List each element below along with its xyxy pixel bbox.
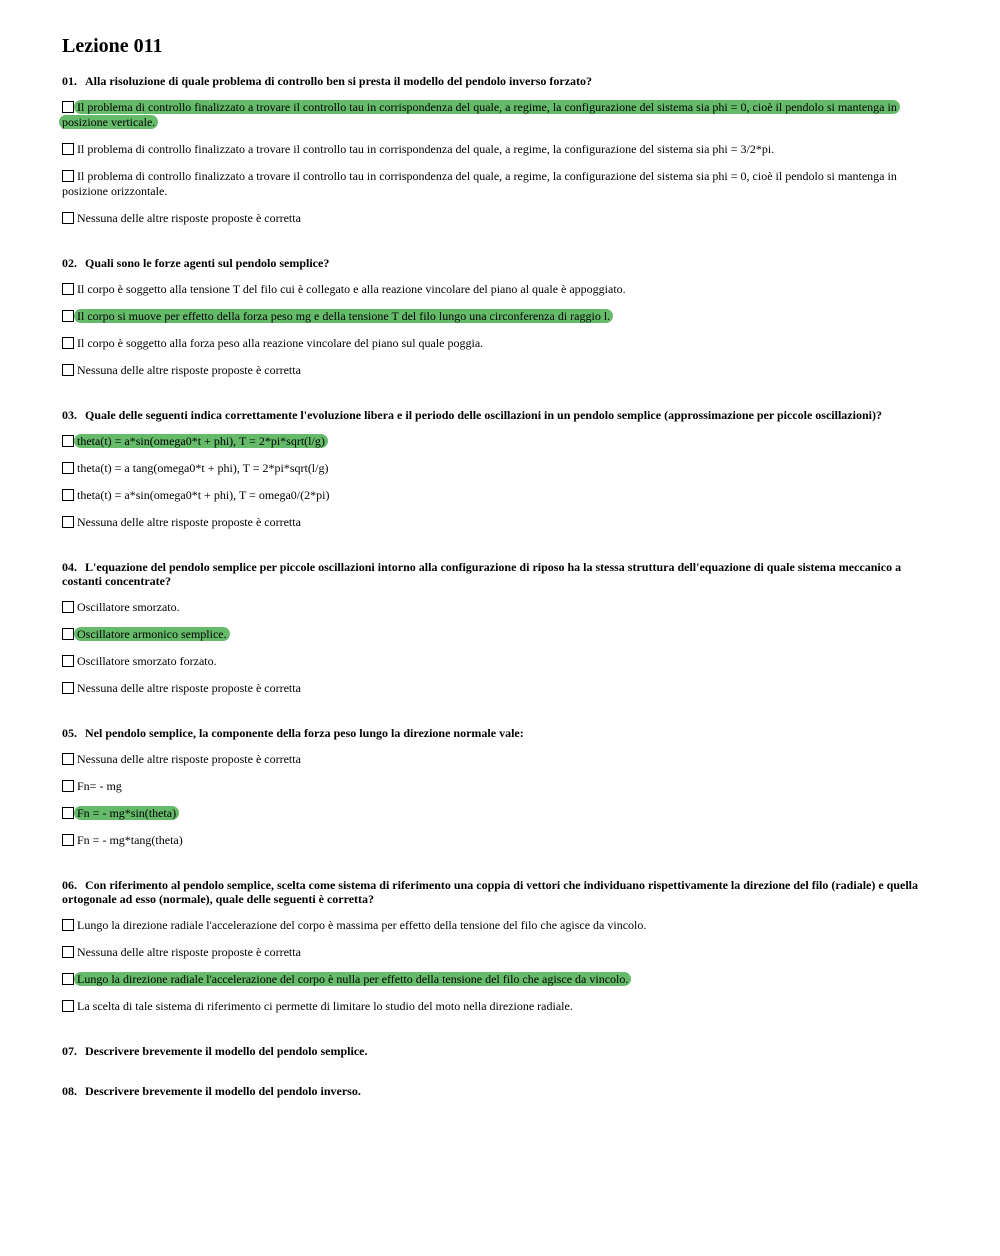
checkbox[interactable] bbox=[62, 283, 74, 295]
answer-text-highlighted: Lungo la direzione radiale l'accelerazione del corpo è nulla per effetto della tensione del filo che agisce da vincolo. bbox=[74, 972, 631, 986]
answer-option[interactable] bbox=[62, 806, 938, 821]
answer-text: Nessuna delle altre risposte proposte è corretta bbox=[77, 363, 301, 377]
answer-option[interactable] bbox=[62, 972, 938, 987]
question-text: Quali sono le forze agenti sul pendolo semplice? bbox=[85, 256, 330, 270]
checkbox[interactable] bbox=[62, 101, 74, 113]
question-number: 02. bbox=[62, 256, 77, 270]
checkbox[interactable] bbox=[62, 780, 74, 792]
checkbox[interactable] bbox=[62, 946, 74, 958]
question-heading bbox=[62, 1084, 938, 1098]
answer-text: Il corpo è soggetto alla tensione T del filo cui è collegato e alla reazione vincolare del piano al quale è appoggiato. bbox=[77, 282, 626, 296]
answer-text-highlighted: Il problema di controllo finalizzato a trovare il controllo tau in corrispondenza del quale, a regime, la configurazione del sistema sia phi = 0, cioè il pendolo si mantenga in posizione verticale. bbox=[59, 100, 900, 129]
answer-option[interactable] bbox=[62, 918, 938, 933]
question-number: 06. bbox=[62, 878, 77, 892]
answer-text: Fn= - mg bbox=[77, 779, 122, 793]
answer-text-highlighted: theta(t) = a*sin(omega0*t + phi), T = 2*pi*sqrt(l/g) bbox=[74, 434, 328, 448]
answer-option[interactable] bbox=[62, 461, 938, 476]
question-heading bbox=[62, 408, 938, 422]
question-heading bbox=[62, 560, 938, 588]
checkbox[interactable] bbox=[62, 435, 74, 447]
question-4 bbox=[62, 560, 938, 696]
checkbox[interactable] bbox=[62, 143, 74, 155]
answer-option[interactable] bbox=[62, 600, 938, 615]
question-3 bbox=[62, 408, 938, 530]
question-text: Descrivere brevemente il modello del pendolo inverso. bbox=[85, 1084, 361, 1098]
answer-text: Oscillatore smorzato forzato. bbox=[77, 654, 217, 668]
question-text: Nel pendolo semplice, la componente della forza peso lungo la direzione normale vale: bbox=[85, 726, 524, 740]
answer-text: Lungo la direzione radiale l'accelerazione del corpo è massima per effetto della tensione del filo che agisce da vincolo. bbox=[77, 918, 647, 932]
checkbox[interactable] bbox=[62, 834, 74, 846]
question-text: Alla risoluzione di quale problema di controllo ben si presta il modello del pendolo inverso forzato? bbox=[85, 74, 593, 88]
answer-text: Nessuna delle altre risposte proposte è corretta bbox=[77, 752, 301, 766]
question-7 bbox=[62, 1044, 938, 1058]
question-5 bbox=[62, 726, 938, 848]
question-heading bbox=[62, 1044, 938, 1058]
question-heading bbox=[62, 726, 938, 740]
answer-option[interactable] bbox=[62, 627, 938, 642]
answer-text: Oscillatore smorzato. bbox=[77, 600, 180, 614]
answer-text: Il problema di controllo finalizzato a trovare il controllo tau in corrispondenza del quale, a regime, la configurazione del sistema sia phi = 3/2*pi. bbox=[77, 142, 775, 156]
checkbox[interactable] bbox=[62, 753, 74, 765]
document-page bbox=[62, 34, 938, 1124]
checkbox[interactable] bbox=[62, 807, 74, 819]
answer-option[interactable] bbox=[62, 654, 938, 669]
answer-option[interactable] bbox=[62, 211, 938, 226]
question-text: L'equazione del pendolo semplice per piccole oscillazioni intorno alla configurazione di riposo ha la stessa struttura dell'equazione di quale sistema meccanico a costanti concentrate? bbox=[62, 560, 902, 588]
answer-option[interactable] bbox=[62, 336, 938, 351]
question-1 bbox=[62, 74, 938, 226]
question-text: Descrivere brevemente il modello del pendolo semplice. bbox=[85, 1044, 368, 1058]
answer-text: Nessuna delle altre risposte proposte è corretta bbox=[77, 211, 301, 225]
answer-text: Nessuna delle altre risposte proposte è corretta bbox=[77, 945, 301, 959]
answer-text-highlighted: Oscillatore armonico semplice. bbox=[74, 627, 230, 641]
checkbox[interactable] bbox=[62, 1000, 74, 1012]
answer-option[interactable] bbox=[62, 363, 938, 378]
checkbox[interactable] bbox=[62, 655, 74, 667]
answer-option[interactable] bbox=[62, 833, 938, 848]
answer-option[interactable] bbox=[62, 779, 938, 794]
checkbox[interactable] bbox=[62, 337, 74, 349]
question-number: 01. bbox=[62, 74, 77, 88]
checkbox[interactable] bbox=[62, 682, 74, 694]
checkbox[interactable] bbox=[62, 516, 74, 528]
checkbox[interactable] bbox=[62, 919, 74, 931]
answer-text-highlighted: Il corpo si muove per effetto della forza peso mg e della tensione T del filo lungo una circonferenza di raggio l. bbox=[74, 309, 613, 323]
answer-option[interactable] bbox=[62, 681, 938, 696]
answer-text: Il problema di controllo finalizzato a trovare il controllo tau in corrispondenza del quale, a regime, la configurazione del sistema sia phi = 0, cioè il pendolo si mantenga in posizione orizzontale. bbox=[62, 169, 897, 198]
answer-option[interactable] bbox=[62, 945, 938, 960]
answer-text-highlighted: Fn = - mg*sin(theta) bbox=[74, 806, 179, 820]
checkbox[interactable] bbox=[62, 364, 74, 376]
answer-text: theta(t) = a tang(omega0*t + phi), T = 2*pi*sqrt(l/g) bbox=[77, 461, 329, 475]
question-number: 03. bbox=[62, 408, 77, 422]
checkbox[interactable] bbox=[62, 462, 74, 474]
answer-text: Fn = - mg*tang(theta) bbox=[77, 833, 183, 847]
question-8 bbox=[62, 1084, 938, 1098]
question-text: Quale delle seguenti indica correttamente l'evoluzione libera e il periodo delle oscillazioni in un pendolo semplice (approssimazione per piccole oscillazioni)? bbox=[85, 408, 882, 422]
question-heading bbox=[62, 74, 938, 88]
answer-option[interactable] bbox=[62, 434, 938, 449]
answer-text: La scelta di tale sistema di riferimento ci permette di limitare lo studio del moto nella direzione radiale. bbox=[77, 999, 573, 1013]
question-list bbox=[62, 74, 938, 1098]
answer-option[interactable] bbox=[62, 169, 938, 199]
checkbox[interactable] bbox=[62, 601, 74, 613]
question-2 bbox=[62, 256, 938, 378]
question-text: Con riferimento al pendolo semplice, scelta come sistema di riferimento una coppia di vettori che individuano rispettivamente la direzione del filo (radiale) e quella ortogonale ad esso (normale), quale delle seguenti è corretta? bbox=[62, 878, 919, 906]
checkbox[interactable] bbox=[62, 310, 74, 322]
answer-option[interactable] bbox=[62, 100, 938, 130]
answer-option[interactable] bbox=[62, 488, 938, 503]
answer-option[interactable] bbox=[62, 999, 938, 1014]
answer-option[interactable] bbox=[62, 515, 938, 530]
answer-option[interactable] bbox=[62, 142, 938, 157]
answer-option[interactable] bbox=[62, 752, 938, 767]
question-number: 04. bbox=[62, 560, 77, 574]
answer-option[interactable] bbox=[62, 309, 938, 324]
checkbox[interactable] bbox=[62, 170, 74, 182]
answer-text: Nessuna delle altre risposte proposte è corretta bbox=[77, 515, 301, 529]
question-number: 08. bbox=[62, 1084, 77, 1098]
question-6 bbox=[62, 878, 938, 1014]
checkbox[interactable] bbox=[62, 628, 74, 640]
answer-text: Nessuna delle altre risposte proposte è corretta bbox=[77, 681, 301, 695]
checkbox[interactable] bbox=[62, 489, 74, 501]
checkbox[interactable] bbox=[62, 973, 74, 985]
question-heading bbox=[62, 878, 938, 906]
question-number: 07. bbox=[62, 1044, 77, 1058]
answer-text: theta(t) = a*sin(omega0*t + phi), T = omega0/(2*pi) bbox=[77, 488, 330, 502]
question-heading bbox=[62, 256, 938, 270]
answer-option[interactable] bbox=[62, 282, 938, 297]
answer-text: Il corpo è soggetto alla forza peso alla reazione vincolare del piano sul quale poggia. bbox=[77, 336, 484, 350]
checkbox[interactable] bbox=[62, 212, 74, 224]
page-title: Lezione 011 bbox=[62, 35, 163, 57]
question-number: 05. bbox=[62, 726, 77, 740]
